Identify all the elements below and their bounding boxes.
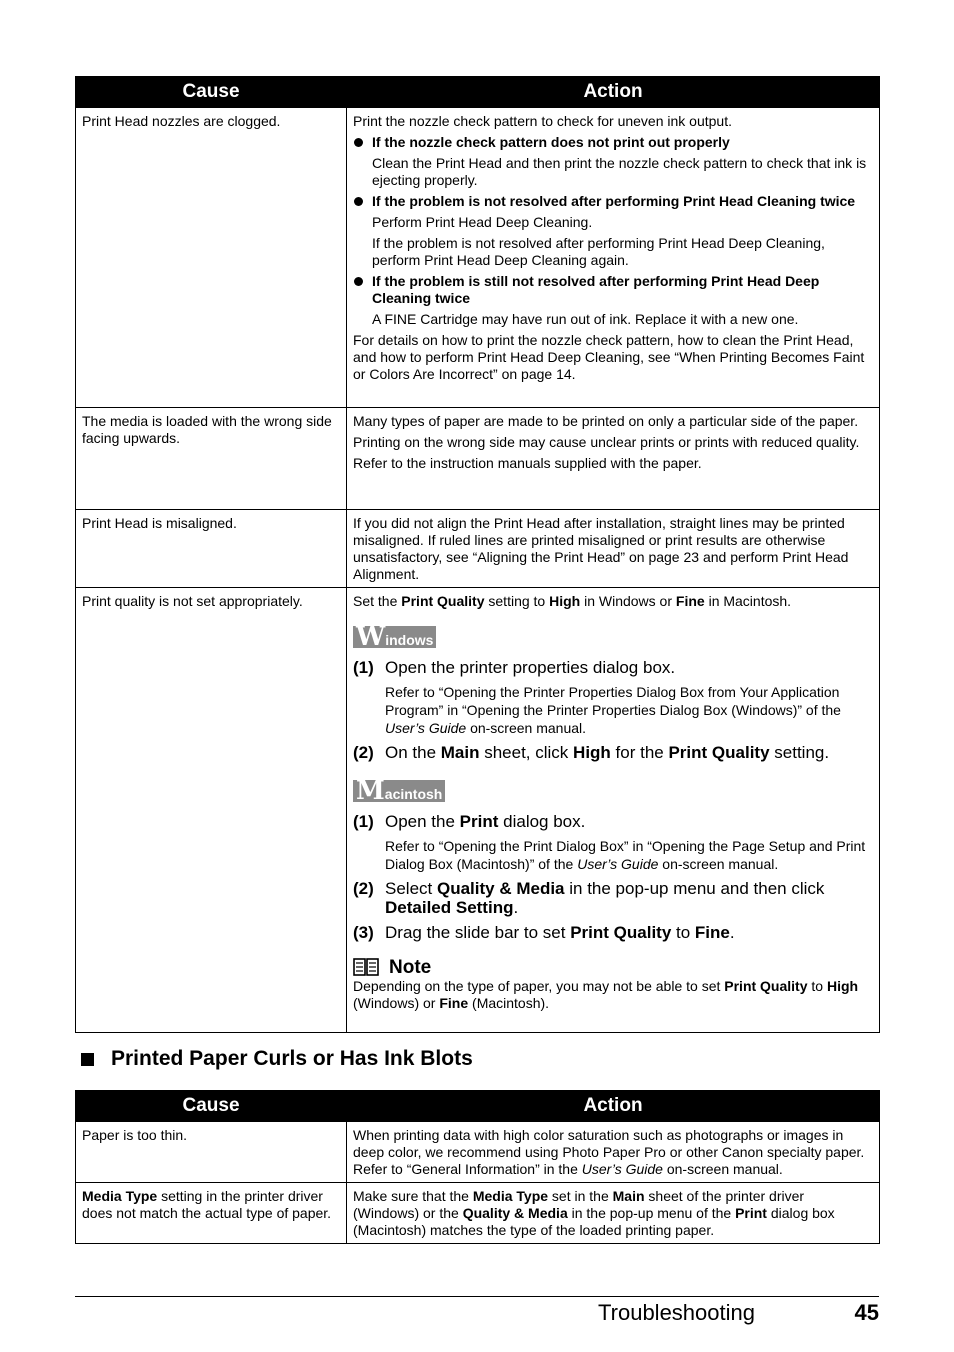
mac-step-1: (1) Open the Print dialog box. [353,812,586,831]
action-text: Set the Print Quality setting to High in Windows or Fine in Macintosh. [353,593,792,609]
bullet-icon [354,197,363,206]
page-number: 45 [854,1300,879,1325]
bullet-item: If the problem is not resolved after performing Print Head Cleaning twice [353,193,873,210]
bullet-text: If the problem is not resolved after performing Print Head Deep Cleaning, perform Print Head Deep Cleaning again. [372,235,825,268]
cause-action-table-print-quality [75,76,880,1033]
bullet-icon [354,138,363,147]
bullet-item: If the problem is still not resolved after performing Print Head Deep Cleaning twice [353,273,873,307]
action-cell [347,1122,880,1183]
square-bullet-icon [81,1053,94,1066]
action-text: When printing data with high color saturation such as photographs or images in deep color, we recommend using Photo Paper Pro or other Canon specialty paper. Refer to “General Information” in the User’s Guide on-screen manual. [353,1127,865,1177]
action-text: For details on how to print the nozzle check pattern, how to clean the Print Head, and how to perform Print Head Deep Cleaning, see “When Printing Becomes Faint or Colors Are Incorrect” on page 14. [353,332,865,382]
action-text: Make sure that the Media Type set in the Main sheet of the printer driver (Windows) or the Quality & Media in the pop-up menu of the Print dialog box (Macintosh) matches the type of the loaded printing paper. [353,1188,835,1238]
cause-cell: Print Head is misaligned. [76,510,347,588]
action-cell [347,1183,880,1244]
mac-step-2: (2) Select Quality & Media in the pop-up menu and then click Detailed Setting. [353,879,825,917]
table-row [76,588,880,1033]
cause-cell: The media is loaded with the wrong side facing upwards. [76,408,347,510]
bullet-text: Clean the Print Head and then print the nozzle check pattern to check that ink is ejecting properly. [372,155,867,188]
action-cell [347,510,880,588]
mac-step-3: (3) Drag the slide bar to set Print Quality to Fine. [353,923,735,942]
bullet-text: A FINE Cartridge may have run out of ink. Replace it with a new one. [372,311,799,327]
action-text: Many types of paper are made to be printed on only a particular side of the paper. [353,413,859,429]
note-heading [353,958,873,976]
action-cell [347,108,880,408]
table-row [76,1183,880,1244]
bullet-icon [354,277,363,286]
footer-section-title: Troubleshooting [598,1300,755,1325]
mac-step-1-detail: Refer to “Opening the Print Dialog Box” in “Opening the Page Setup and Print Dialog Box (Macintosh)” of the User’s Guide on-screen manual. [385,838,866,872]
header-action: Action [347,77,880,108]
note-book-icon [353,958,379,976]
header-action: Action [347,1091,880,1122]
windows-logo-icon: W indows [353,626,436,648]
macintosh-logo-icon: M acintosh [353,780,445,802]
cause-cell: Print quality is not set appropriately. [76,588,347,1033]
action-text: Print the nozzle check pattern to check for uneven ink output. [353,113,732,129]
cause-action-table-paper-curls [75,1090,880,1244]
cause-cell: Print Head nozzles are clogged. [76,108,347,408]
cause-cell: Paper is too thin. [76,1122,347,1183]
page-content [75,76,879,1244]
table-row [76,408,880,510]
section-title: Printed Paper Curls or Has Ink Blots [111,1047,473,1070]
header-cause: Cause [76,1091,347,1122]
table-row [76,108,880,408]
action-text: If you did not align the Print Head after installation, straight lines may be printed misaligned. If ruled lines are printed misaligned or print results are otherwise unsatisfactory, see “Aligning the Print Head” on page 23 and perform Print Head Alignment. [353,515,849,582]
table-row [76,1122,880,1183]
windows-step-2: (2) On the Main sheet, click High for the Print Quality setting. [353,743,830,762]
table-header-row [76,77,880,108]
windows-step-1: (1) Open the printer properties dialog box. [353,658,676,677]
header-cause: Cause [76,77,347,108]
action-text: Refer to the instruction manuals supplied with the paper. [353,455,702,471]
note-text: Depending on the type of paper, you may not be able to set Print Quality to High (Windows) or Fine (Macintosh). [353,978,859,1011]
bullet-text: Perform Print Head Deep Cleaning. [372,214,593,230]
bullet-item: If the nozzle check pattern does not print out properly [353,134,873,151]
table-row [76,510,880,588]
section-heading [75,1047,879,1071]
windows-step-1-detail: Refer to “Opening the Printer Properties Dialog Box from Your Application Program” in “Opening the Printer Properties Dialog Box (Windows)” of the User’s Guide on-screen manual. [385,684,841,736]
action-text: Printing on the wrong side may cause unclear prints or prints with reduced quality. [353,434,860,450]
table-header-row [76,1091,880,1122]
page-footer [75,1296,879,1325]
note-title: Note [389,956,432,978]
cause-cell: Media Type setting in the printer driver does not match the actual type of paper. [76,1183,347,1244]
action-cell [347,588,880,1033]
action-cell [347,408,880,510]
